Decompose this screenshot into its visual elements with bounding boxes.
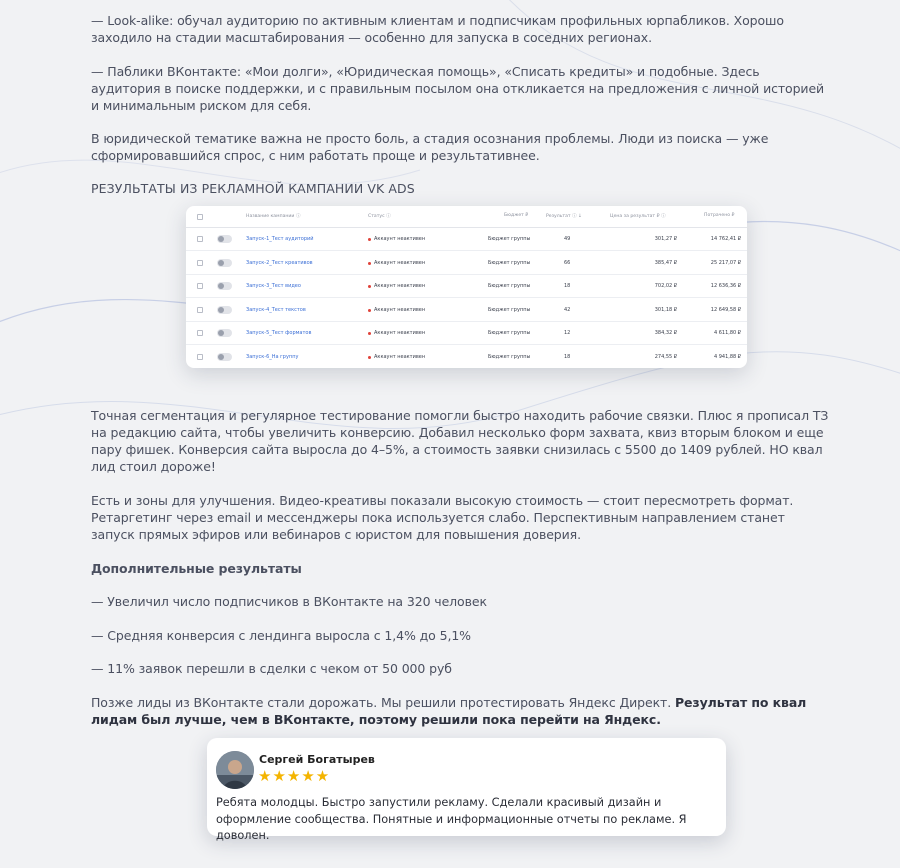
spent-value: 14 762,41 ₽ [710, 236, 741, 242]
status-dot-icon [368, 309, 371, 312]
row-checkbox[interactable] [197, 330, 203, 336]
campaign-toggle[interactable] [217, 306, 232, 314]
status-dot-icon [368, 262, 371, 265]
extra-result-conversion: — Средняя конверсия с лендинга выросла с 1,4% до 5,1% [91, 628, 471, 643]
paragraph-improve: Есть и зоны для улучшения. Видео-креативы показали высокую стоимость — стоит пересмотреть формат. Ретаргетинг через email и мессенджеры пока используется слабо. Перспективным направлением станет запуск прямых эфиров или вебинаров с юристом для повышения доверия. [91, 493, 794, 542]
paragraph-later [91, 694, 831, 728]
col-cost[interactable]: Цена за результат ₽ ⓘ [610, 214, 666, 219]
campaign-name-link[interactable]: Запуск-6_На группу [246, 353, 299, 360]
campaign-toggle[interactable] [217, 353, 232, 361]
cost-value: 702,02 ₽ [654, 283, 677, 289]
select-all-checkbox[interactable] [197, 214, 203, 220]
status-text: Аккаунт неактивен [374, 353, 426, 360]
result-value: 42 [564, 306, 571, 313]
result-value: 12 [564, 330, 571, 336]
result-value: 49 [564, 236, 571, 242]
col-result[interactable]: Результат ⓘ ↓ [546, 214, 582, 219]
status-dot-icon [368, 238, 371, 241]
spent-value: 4 611,80 ₽ [713, 330, 741, 336]
campaign-toggle[interactable] [217, 329, 232, 337]
reviewer-name: Сергей Богатырев [259, 753, 375, 766]
campaign-name-link[interactable]: Запуск-4_Тест текстов [246, 306, 306, 313]
table-row[interactable] [186, 275, 747, 298]
vk-ads-campaign-table [186, 206, 747, 368]
later-text: Позже лиды из ВКонтакте стали дорожать. Мы решили протестировать Яндекс Директ. [91, 695, 675, 710]
extra-result-deals: — 11% заявок перешли в сделки с чеком от 50 000 руб [91, 661, 452, 676]
campaign-toggle[interactable] [217, 235, 232, 243]
table-row[interactable] [186, 228, 747, 251]
row-checkbox[interactable] [197, 354, 203, 360]
table-header [186, 206, 747, 228]
status-dot-icon [368, 356, 371, 359]
paragraph-publics: — Паблики ВКонтакте: «Мои долги», «Юридическая помощь», «Списать кредиты» и подобные. Здесь аудитория в поиске поддержки, и с правильным посылом она откликается на предложения с личной историей и минимальным риском для себя. [91, 64, 825, 113]
result-value: 18 [564, 283, 571, 289]
row-checkbox[interactable] [197, 307, 203, 313]
status-dot-icon [368, 285, 371, 288]
row-checkbox[interactable] [197, 283, 203, 289]
table-row[interactable] [186, 299, 747, 322]
campaign-toggle[interactable] [217, 259, 232, 267]
campaign-name-link[interactable]: Запуск-3_Тест видео [246, 283, 301, 289]
spent-value: 4 941,88 ₽ [713, 353, 741, 360]
col-campaign-name[interactable]: Название кампании ⓘ [246, 214, 301, 219]
table-row[interactable] [186, 322, 747, 345]
status-text: Аккаунт неактивен [374, 283, 426, 289]
status-text: Аккаунт неактивен [374, 236, 426, 242]
cost-value: 384,32 ₽ [654, 330, 677, 336]
row-checkbox[interactable] [197, 236, 203, 242]
extra-results-heading: Дополнительные результаты [91, 561, 302, 576]
spent-value: 12 636,36 ₽ [710, 283, 741, 289]
col-spent[interactable]: Потрачено ₽ [704, 213, 735, 218]
review-text: Ребята молодцы. Быстро запустили рекламу. Сделали красивый дизайн и оформление сообщества. Понятные и информационные отчеты по рекламе. Я доволен. [216, 796, 687, 842]
budget-text: Бюджет группы [488, 259, 531, 266]
paragraph-segmentation: Точная сегментация и регулярное тестирование помогли быстро находить рабочие связки. Плюс я прописал ТЗ на редакцию сайта, чтобы увеличить конверсию. Добавил несколько форм захвата, квиз вторым блоком и еще пару фишек. Конверсия сайта выросла до 4–5%, а стоимость заявки снизилась с 5500 до 1409 рублей. НО квал лид стоил дороже! [91, 408, 829, 474]
status-text: Аккаунт неактивен [374, 330, 426, 336]
status-text: Аккаунт неактивен [374, 259, 426, 266]
budget-text: Бюджет группы [488, 330, 531, 336]
cost-value: 301,27 ₽ [654, 236, 677, 242]
table-row[interactable] [186, 346, 747, 369]
col-budget[interactable]: Бюджет ₽ [504, 213, 529, 218]
rating-stars-icon: ★★★★★ [258, 767, 331, 785]
campaign-name-link[interactable]: Запуск-1_Тест аудиторий [246, 236, 314, 242]
results-heading: РЕЗУЛЬТАТЫ ИЗ РЕКЛАМНОЙ КАМПАНИИ VK ADS [91, 181, 415, 196]
extra-result-subscribers: — Увеличил число подписчиков в ВКонтакте на 320 человек [91, 594, 487, 609]
later-bold-text: Результат по квал лидам был лучше, чем в ВКонтакте, поэтому решили пока перейти на Яндекс. [91, 695, 807, 727]
review-card [207, 738, 726, 842]
budget-text: Бюджет группы [488, 306, 531, 313]
status-text: Аккаунт неактивен [374, 306, 426, 313]
status-dot-icon [368, 332, 371, 335]
campaign-name-link[interactable]: Запуск-5_Тест форматов [246, 330, 312, 336]
spent-value: 25 217,07 ₽ [710, 259, 741, 266]
campaign-toggle[interactable] [217, 282, 232, 290]
budget-text: Бюджет группы [488, 283, 531, 289]
cost-value: 385,47 ₽ [654, 259, 677, 266]
budget-text: Бюджет группы [488, 236, 531, 242]
spent-value: 12 649,58 ₽ [710, 306, 741, 313]
campaign-name-link[interactable]: Запуск-2_Тест креативов [246, 259, 313, 266]
cost-value: 301,18 ₽ [654, 306, 677, 313]
reviewer-avatar [216, 751, 254, 789]
paragraph-lookalike: — Look-alike: обучал аудиторию по активным клиентам и подписчикам профильных юрпабликов. Хорошо заходило на стадии масштабирования — особенно для запуска в соседних регионах. [91, 13, 784, 45]
row-checkbox[interactable] [197, 260, 203, 266]
paragraph-legal: В юридической тематике важна не просто боль, а стадия осознания проблемы. Люди из поиска — уже сформировавшийся спрос, с ним работать проще и результативнее. [91, 131, 769, 163]
budget-text: Бюджет группы [488, 353, 531, 360]
cost-value: 274,55 ₽ [654, 353, 677, 360]
col-status[interactable]: Статус ⓘ [368, 214, 391, 219]
table-row[interactable] [186, 252, 747, 275]
result-value: 18 [564, 353, 571, 360]
result-value: 66 [564, 259, 571, 266]
